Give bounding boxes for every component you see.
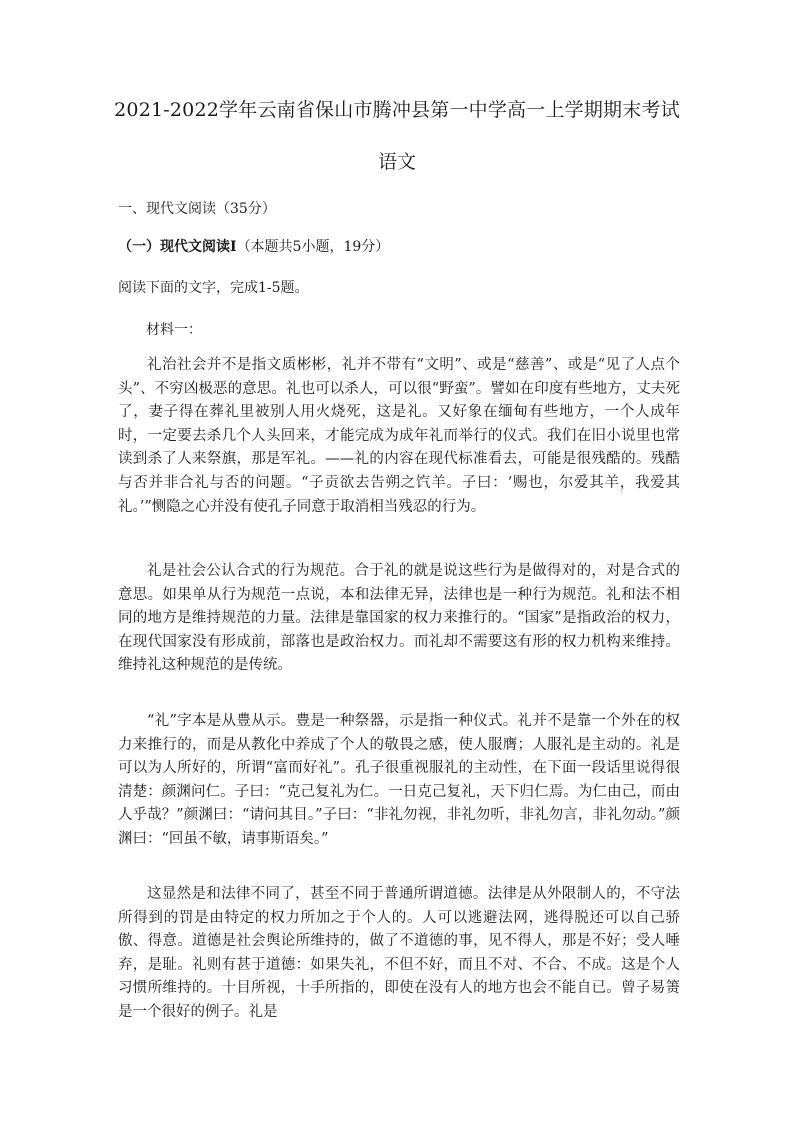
material-label: 材料一： (146, 322, 202, 338)
paragraph-2: 礼是社会公认合式的行为规范。合于礼的就是说这些行为是做得对的，对是合式的意思。如果单从行为规范一点说，本和法律无异，法律也是一种行为规范。礼和法不相同的地方是维持规范的力量。法律是靠国家的权力来推行的。“国家”是指政治的权力，在现代国家没有形成前，部落也是政治权力。而礼却不需要这有形的权力机构来维持。维持礼这种规范的是传统。 (118, 563, 680, 674)
paragraph-3: “礼”字本是从豊从示。豊是一种祭器，示是指一种仪式。礼并不是靠一个外在的权力来推行的，而是从教化中养成了个人的敬畏之感，使人服膺；人服礼是主动的。礼是可以为人所好的，所谓“富而好礼”。孔子很重视服礼的主动性，在下面一段话里说得很清楚：颜渊问仁。子曰：“克己复礼为仁。一日克己复礼，天下归仁焉。为仁由己，而由人乎哉？”颜渊曰：“请问其目。”子曰：“非礼勿视，非礼勿听，非礼勿言，非礼勿动。”颜渊曰：“回虽不敏，请事斯语矣。” (118, 713, 680, 847)
section-heading: 一、现代文阅读（35分） (118, 201, 276, 217)
subsection-heading (118, 236, 389, 256)
subject-title: 语文 (377, 151, 416, 173)
paragraph-4: 这显然是和法律不同了，甚至不同于普通所谓道德。法律是从外限制人的，不守法所得到的罚是由特定的权力所加之于个人的。人可以逃避法网，逃得脱还可以自己骄傲、得意。道德是社会舆论所维持的，做了不道德的事，见不得人，那是不好；受人唾弃，是耻。礼则有甚于道德：如果失礼，不但不好，而且不对、不合、不成。这是个人习惯所维持的。十目所视，十手所指的，即使在没有人的地方也会不能自已。曾子易箦是一个很好的例子。礼是 (118, 886, 680, 1020)
document-title: 2021-2022学年云南省保山市腾冲县第一中学高一上学期期末考试 (114, 99, 680, 121)
subsection-note: （本题共5小题，19分） (236, 239, 390, 255)
subsection-label: （一）现代文阅读Ⅰ (118, 239, 237, 255)
paragraph-1: 礼治社会并不是指文质彬彬，礼并不带有“文明”、或是“慈善”、或是“见了人点个头”、不穷凶极恶的意思。礼也可以杀人，可以很“野蛮”。譬如在印度有些地方，丈夫死了，妻子得在葬礼里被别人用火烧死，这是礼。又好象在缅甸有些地方，一个人成年时，一定要去杀几个人头回来，才能完成为成年礼而举行的仪式。我们在旧小说里也常读到杀了人来祭旗，那是军礼。——礼的内容在现代标准看去，可能是很残酷的。残酷与否并非合礼与否的问题。“子贡欲去告朔之饩羊。子曰：‘赐也，尔爱其羊，我爱其礼。’”恻隐之心并没有使孔子同意于取消相当残忍的行为。 (118, 357, 680, 515)
reading-instruction: 阅读下面的文字，完成1-5题。 (118, 280, 309, 296)
